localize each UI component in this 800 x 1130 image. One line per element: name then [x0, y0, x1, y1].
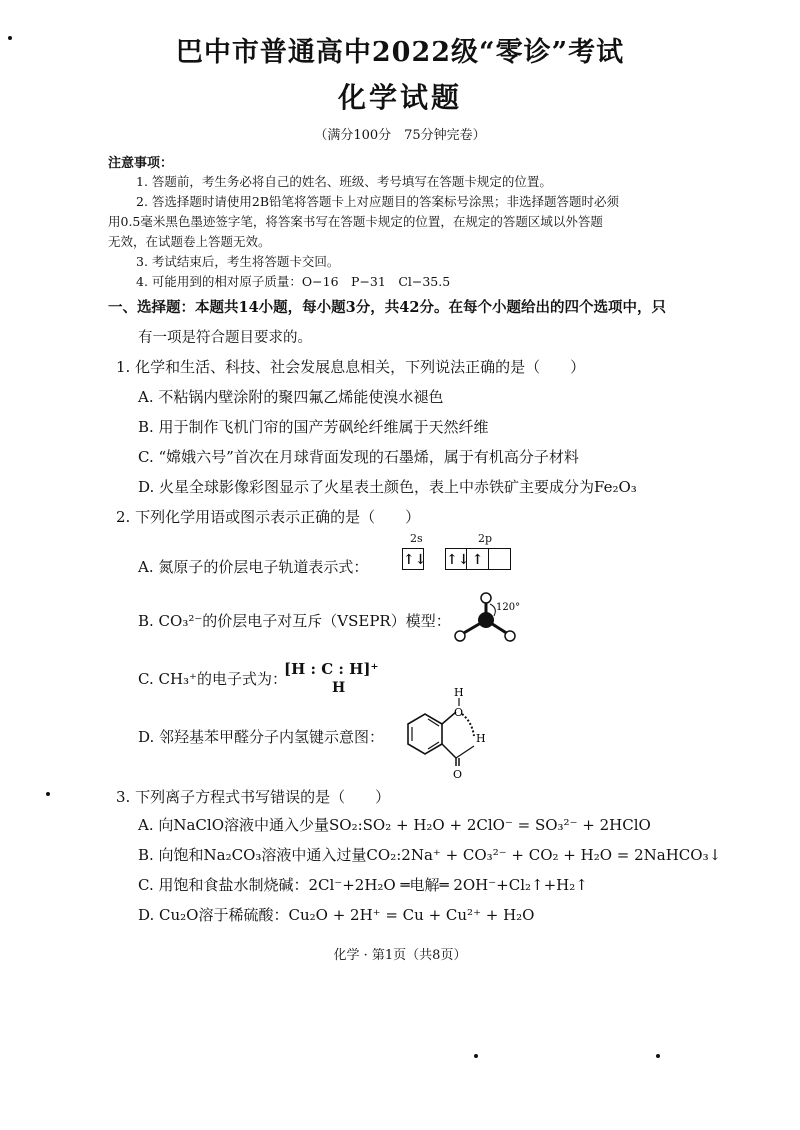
question-1-option-d: D. 火星全球影像彩图显示了火星表土颜色，表上中赤铁矿主要成分为Fe₂O₃ [138, 478, 637, 496]
question-3-stem: 3. 下列离子方程式书写错误的是（ ） [116, 788, 391, 806]
question-3-option-d: D. Cu₂O溶于稀硫酸：Cu₂O + 2H⁺ = Cu + Cu²⁺ + H₂O [138, 906, 535, 924]
orbital-box-2s: ↑↓ [402, 548, 424, 570]
question-2-option-b: B. CO₃²⁻的价层电子对互斥（VSEPR）模型： [138, 612, 451, 630]
question-2-option-d: D. 邻羟基苯甲醛分子内氢键示意图： [138, 728, 385, 746]
page-footer: 化学 · 第1页（共8页） [333, 948, 467, 963]
notes-heading: 注意事项： [108, 156, 174, 171]
question-1-option-b: B. 用于制作飞机门帘的国产芳砜纶纤维属于天然纤维 [138, 418, 489, 436]
question-2-option-c: C. CH₃⁺的电子式为： [138, 670, 287, 688]
note-item: 4. 可能用到的相对原子质量：O−16 P−31 Cl−35.5 [136, 274, 451, 289]
note-item: 2. 答选择题时请使用2B铅笔将答题卡上对应题目的答案标号涂黑；非选择题答题时必须 [136, 194, 620, 209]
orbital-box-2p-2: ↑ [467, 548, 489, 570]
question-3-option-c: C. 用饱和食盐水制烧碱：2Cl⁻+2H₂O ═电解═ 2OH⁻+Cl₂↑+H₂↑ [138, 876, 588, 894]
question-2-option-a: A. 氮原子的价层电子轨道表示式： [138, 558, 369, 576]
electron-formula-h: H [332, 680, 346, 696]
hbond-h-label: H [454, 686, 464, 699]
orbital-box-2p-3 [489, 548, 511, 570]
scan-speck [656, 1054, 660, 1058]
scan-speck [8, 36, 12, 40]
hydrogen-bond-structure [398, 684, 498, 780]
subject-title: 化学试题 [337, 81, 462, 114]
vsepr-angle-label: 120° [496, 602, 521, 613]
note-item: 1. 答题前，考生务必将自己的姓名、班级、考号填写在答题卡规定的位置。 [136, 174, 552, 189]
note-item: 用0.5毫米黑色墨迹签字笔，将答案书写在答题卡规定的位置，在规定的答题区域以外答题 [108, 214, 603, 229]
exam-info: （满分100分 75分钟完卷） [314, 128, 486, 143]
note-item: 3. 考试结束后，考生将答题卡交回。 [136, 254, 340, 269]
scan-speck [46, 792, 50, 796]
question-1-stem: 1. 化学和生活、科技、社会发展息息相关，下列说法正确的是（ ） [116, 358, 586, 376]
section-heading-cont: 有一项是符合题目要求的。 [138, 330, 312, 346]
note-item: 无效，在试题卷上答题无效。 [108, 234, 271, 249]
orbital-label-2p: 2p [478, 532, 493, 545]
hbond-o-label: O [454, 706, 464, 719]
electron-formula: [H : C : H]⁺ [284, 660, 379, 678]
scan-speck [474, 1054, 478, 1058]
orbital-diagram [402, 548, 511, 570]
orbital-label-2s: 2s [410, 532, 423, 545]
section-heading: 一、选择题：本题共14小题，每小题3分，共42分。在每个小题给出的四个选项中，只 [108, 299, 666, 316]
orbital-box-2p-1: ↑↓ [445, 548, 467, 570]
hbond-o2-label: O [453, 768, 463, 780]
question-3-option-a: A. 向NaClO溶液中通入少量SO₂:SO₂ + H₂O + 2ClO⁻ = SO₃²⁻ + 2HClO [138, 816, 651, 834]
question-1-option-a: A. 不粘锅内壁涂附的聚四氟乙烯能使溴水褪色 [138, 388, 444, 406]
exam-title: 巴中市普通高中2022级“零诊”考试 [175, 37, 625, 68]
question-1-option-c: C. “嫦娥六号”首次在月球背面发现的石墨烯，属于有机高分子材料 [138, 448, 579, 466]
hbond-h2-label: H [476, 732, 486, 745]
question-3-option-b: B. 向饱和Na₂CO₃溶液中通入过量CO₂:2Na⁺ + CO₃²⁻ + CO₂ + H₂O = 2NaHCO₃↓ [138, 846, 722, 864]
question-2-stem: 2. 下列化学用语或图示表示正确的是（ ） [116, 508, 421, 526]
vsepr-model-figure [450, 590, 530, 650]
